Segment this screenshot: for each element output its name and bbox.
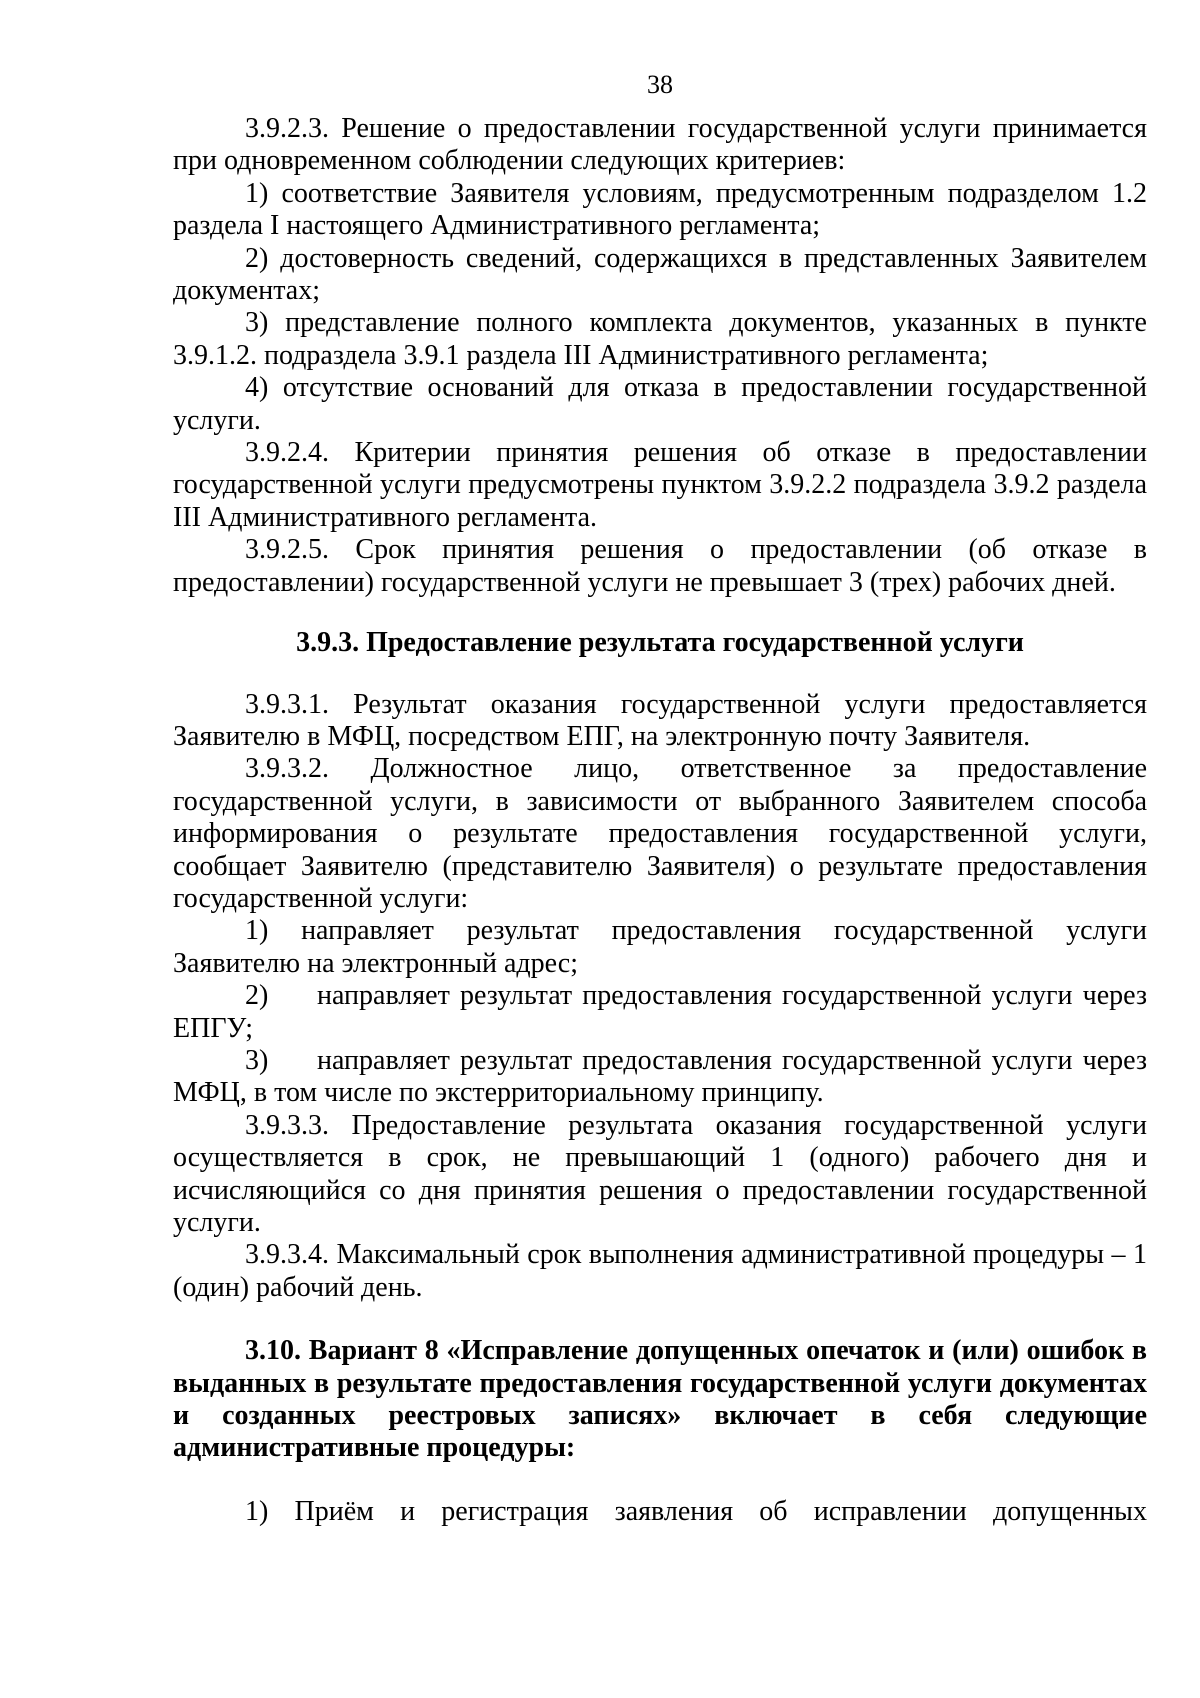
section-heading-3-9-3: 3.9.3. Предоставление результата государственной услуги	[296, 627, 1024, 659]
paragraph-3-9-3-2: 3.9.3.2. Должностное лицо, ответственное за предоставление государственной услуги, в зависимости от выбранного Заявителем способа информирования о результате предоставления государственной услуги, сообщает Заявителю (представителю Заявителя) о результате предоставления государственной услуги:	[173, 753, 1147, 914]
delivery-item-3	[173, 1045, 1147, 1110]
criterion-3: 3) представление полного комплекта документов, указанных в пункте 3.9.1.2. подраздела 3.9.1 раздела III Административного регламента;	[173, 307, 1147, 371]
delivery-item-3-number: 3)	[245, 1044, 269, 1076]
delivery-item-3-text: направляет результат предоставления государственной услуги через МФЦ, в том числе по экстерриториальному принципу.	[173, 1044, 1147, 1109]
document-page	[173, 70, 1147, 1528]
paragraph-3-9-2-4: 3.9.2.4. Критерии принятия решения об отказе в предоставлении государственной услуги предусмотрены пунктом 3.9.2.2 подраздела 3.9.2 раздела III Административного регламента.	[173, 437, 1147, 533]
paragraph-3-9-2-5: 3.9.2.5. Срок принятия решения о предоставлении (об отказе в предоставлении) государственной услуги не превышает 3 (трех) рабочих дней.	[173, 534, 1147, 598]
delivery-item-2-text: направляет результат предоставления государственной услуги через ЕПГУ;	[173, 980, 1147, 1044]
criterion-4: 4) отсутствие оснований для отказа в предоставлении государственной услуги.	[173, 372, 1147, 436]
delivery-item-1: 1) направляет результат предоставления государственной услуги Заявителю на электронный адрес;	[173, 915, 1147, 979]
paragraph-3-9-3-4: 3.9.3.4. Максимальный срок выполнения административной процедуры – 1 (один) рабочий день.	[173, 1239, 1147, 1303]
criterion-2: 2) достоверность сведений, содержащихся в представленных Заявителем документах;	[173, 242, 1147, 307]
section-heading-3-10: 3.10. Вариант 8 «Исправление допущенных опечаток и (или) ошибок в выданных в результате предоставления государственной услуги документах и созданных реестровых записях» включает в себя следующие административные процедуры:	[173, 1335, 1147, 1464]
paragraph-3-9-3-1: 3.9.3.1. Результат оказания государственной услуги предоставляется Заявителю в МФЦ, посредством ЕПГ, на электронную почту Заявителя.	[173, 688, 1147, 752]
paragraph-3-9-2-3: 3.9.2.3. Решение о предоставлении государственной услуги принимается при одновременном соблюдении следующих критериев:	[173, 113, 1147, 177]
delivery-item-2-number: 2)	[245, 980, 269, 1012]
page-number: 38	[647, 70, 673, 99]
delivery-item-2	[173, 980, 1147, 1045]
paragraph-3-9-3-3: 3.9.3.3. Предоставление результата оказания государственной услуги осуществляется в срок, не превышающий 1 (одного) рабочего дня и исчисляющийся со дня принятия решения о предоставлении государственной услуги.	[173, 1109, 1147, 1238]
procedure-item-1: 1) Приём и регистрация заявления об исправлении допущенных	[245, 1495, 1147, 1527]
criterion-1: 1) соответствие Заявителя условиям, предусмотренным подразделом 1.2 раздела I настоящего Административного регламента;	[173, 177, 1147, 242]
